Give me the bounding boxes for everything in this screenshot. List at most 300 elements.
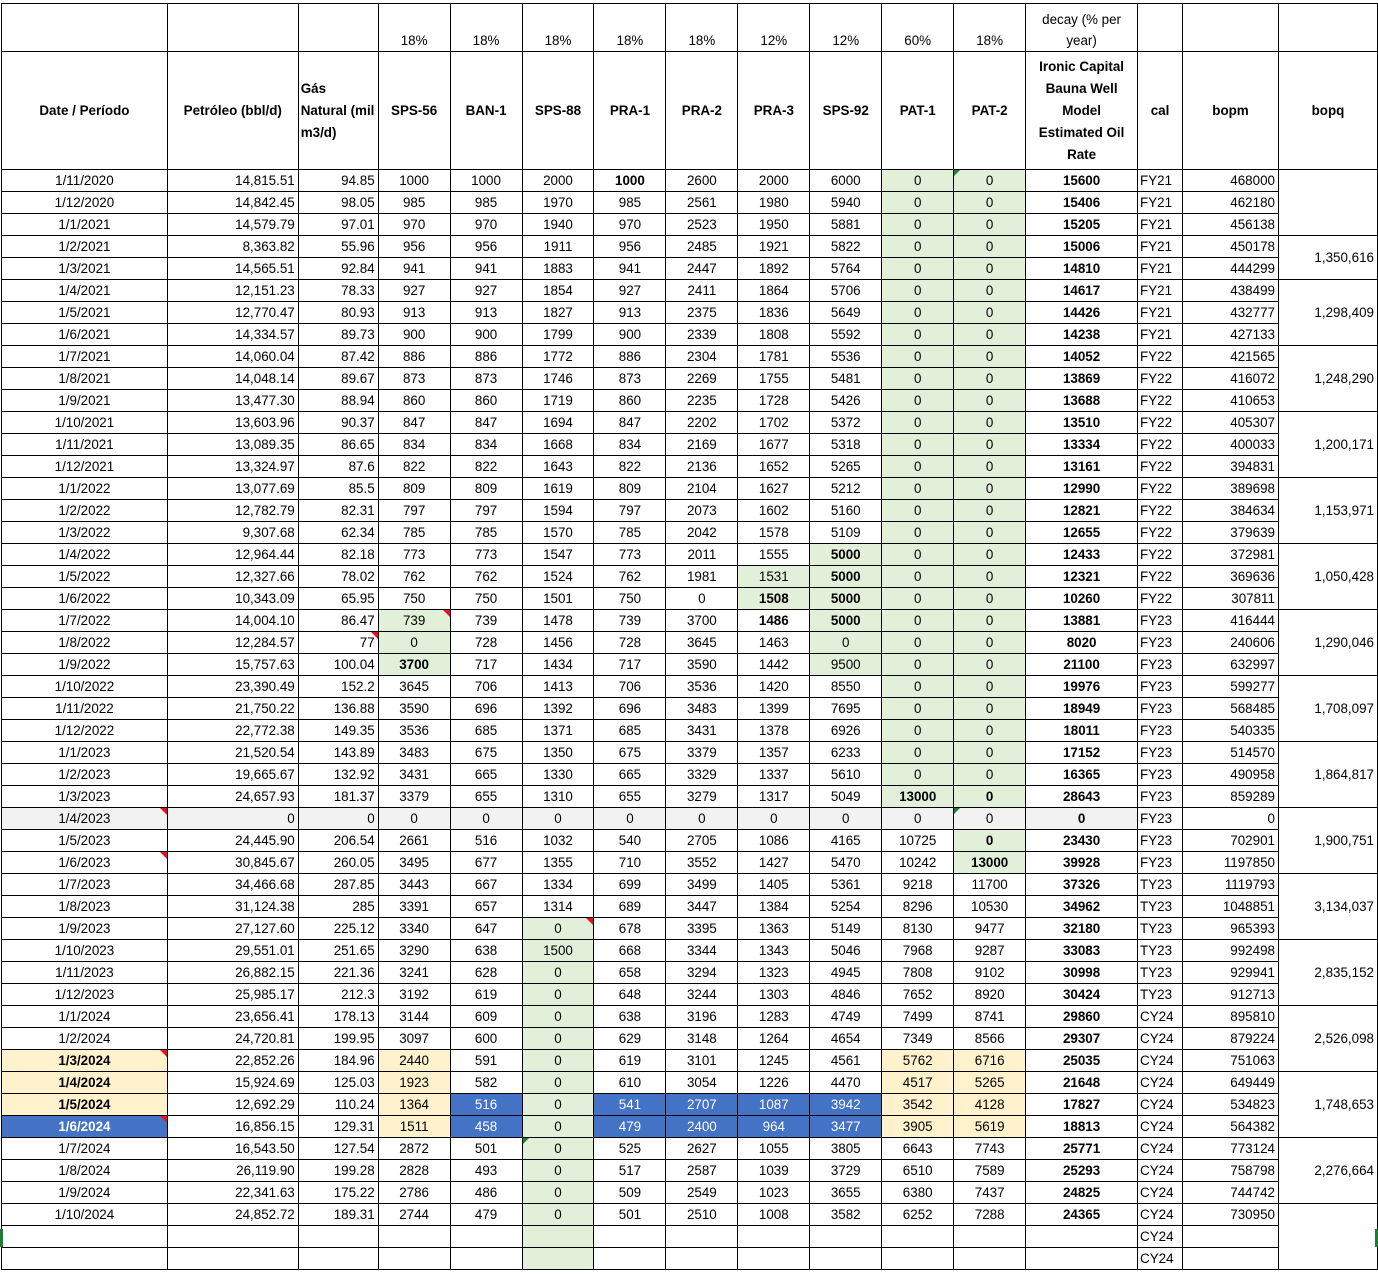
cell-cal[interactable]: FY23 xyxy=(1138,830,1183,852)
cell-sps-92[interactable]: 5160 xyxy=(810,500,882,522)
blank-cell[interactable] xyxy=(1183,4,1279,52)
cell-oil[interactable]: 15,924.69 xyxy=(167,1072,298,1094)
cell-gas[interactable]: 89.67 xyxy=(298,368,378,390)
cell-sps-92[interactable]: 3477 xyxy=(810,1116,882,1138)
cell-date[interactable]: 1/3/2021 xyxy=(2,258,168,280)
cell-pat-1[interactable]: 0 xyxy=(882,346,954,368)
cell-oil[interactable]: 30,845.67 xyxy=(167,852,298,874)
cell-cal[interactable]: TY23 xyxy=(1138,874,1183,896)
cell-ban-1[interactable]: 647 xyxy=(450,918,522,940)
cell-pat-1[interactable]: 0 xyxy=(882,720,954,742)
cell-estimated-oil-rate[interactable]: 29860 xyxy=(1026,1006,1138,1028)
cell-bopm[interactable]: 450178 xyxy=(1183,236,1279,258)
cell-sps-56[interactable]: 3431 xyxy=(378,764,450,786)
cell-sps-92[interactable]: 5149 xyxy=(810,918,882,940)
cell-oil[interactable]: 12,327.66 xyxy=(167,566,298,588)
cell-cal[interactable]: FY21 xyxy=(1138,302,1183,324)
cell-ban-1[interactable]: 762 xyxy=(450,566,522,588)
cell-sps-56[interactable]: 809 xyxy=(378,478,450,500)
cell-pra-2[interactable]: 2011 xyxy=(666,544,738,566)
cell-pat-1[interactable]: 8296 xyxy=(882,896,954,918)
cell-pra-3[interactable]: 1384 xyxy=(738,896,810,918)
cell-date[interactable]: 1/9/2024 xyxy=(2,1182,168,1204)
cell-cal[interactable]: FY22 xyxy=(1138,544,1183,566)
cell-sps-88[interactable]: 1746 xyxy=(522,368,594,390)
cell-pra-3[interactable]: 1781 xyxy=(738,346,810,368)
rate-cell-sps-88[interactable]: 18% xyxy=(522,4,594,52)
cell-pra-2[interactable]: 3329 xyxy=(666,764,738,786)
cell-pat-1[interactable]: 6380 xyxy=(882,1182,954,1204)
cell-sps-92[interactable]: 5049 xyxy=(810,786,882,808)
cell-bopm[interactable]: 432777 xyxy=(1183,302,1279,324)
cell-sps-92[interactable]: 5000 xyxy=(810,566,882,588)
cell-pra-1[interactable]: 665 xyxy=(594,764,666,786)
cell-cal[interactable]: FY22 xyxy=(1138,566,1183,588)
cell-cal[interactable]: FY23 xyxy=(1138,742,1183,764)
cell-cal[interactable]: FY23 xyxy=(1138,764,1183,786)
cell-pat-1[interactable]: 0 xyxy=(882,478,954,500)
cell-pra-3[interactable]: 1427 xyxy=(738,852,810,874)
cell-gas[interactable]: 85.5 xyxy=(298,478,378,500)
cell-estimated-oil-rate[interactable]: 17152 xyxy=(1026,742,1138,764)
cell-ban-1[interactable]: 582 xyxy=(450,1072,522,1094)
cell-bopm[interactable]: 307811 xyxy=(1183,588,1279,610)
cell-date[interactable]: 1/10/2023 xyxy=(2,940,168,962)
cell-ban-1[interactable]: 860 xyxy=(450,390,522,412)
cell-date[interactable]: 1/7/2021 xyxy=(2,346,168,368)
cell-date[interactable]: 1/5/2024 xyxy=(2,1094,168,1116)
cell-pra-2[interactable]: 2411 xyxy=(666,280,738,302)
cell-date[interactable]: 1/2/2022 xyxy=(2,500,168,522)
cell-sps-92[interactable]: 5372 xyxy=(810,412,882,434)
cell-pra-3[interactable]: 1602 xyxy=(738,500,810,522)
cell-sps-56[interactable]: 900 xyxy=(378,324,450,346)
cell-ban-1[interactable]: 675 xyxy=(450,742,522,764)
cell-oil[interactable]: 29,551.01 xyxy=(167,940,298,962)
cell-pat-2[interactable]: 6716 xyxy=(954,1050,1026,1072)
cell-gas[interactable]: 90.37 xyxy=(298,412,378,434)
cell-pra-2[interactable]: 1981 xyxy=(666,566,738,588)
cell-gas[interactable]: 206.54 xyxy=(298,830,378,852)
cell-estimated-oil-rate[interactable]: 33083 xyxy=(1026,940,1138,962)
cell-gas[interactable]: 86.47 xyxy=(298,610,378,632)
cell-gas[interactable]: 143.89 xyxy=(298,742,378,764)
cell-bopm[interactable]: 859289 xyxy=(1183,786,1279,808)
cell-bopm[interactable]: 400033 xyxy=(1183,434,1279,456)
cell-pat-2[interactable]: 0 xyxy=(954,522,1026,544)
cell-pra-3[interactable]: 1892 xyxy=(738,258,810,280)
cell-date[interactable]: 1/12/2021 xyxy=(2,456,168,478)
cell-bopm[interactable]: 421565 xyxy=(1183,346,1279,368)
cell-bopm[interactable]: 599277 xyxy=(1183,676,1279,698)
cell-pra-1[interactable]: 750 xyxy=(594,588,666,610)
cell-pat-2[interactable]: 0 xyxy=(954,258,1026,280)
cell-pra-2[interactable]: 2485 xyxy=(666,236,738,258)
cell-pat-2[interactable]: 9287 xyxy=(954,940,1026,962)
cell-pra-1[interactable]: 525 xyxy=(594,1138,666,1160)
cell-date[interactable]: 1/9/2021 xyxy=(2,390,168,412)
cell-date[interactable]: 1/12/2023 xyxy=(2,984,168,1006)
cell-sps-56[interactable]: 873 xyxy=(378,368,450,390)
cell-pra-2[interactable]: 3483 xyxy=(666,698,738,720)
cell-gas[interactable]: 88.94 xyxy=(298,390,378,412)
cell-cal[interactable]: FY23 xyxy=(1138,610,1183,632)
rate-cell-pat-2[interactable]: 18% xyxy=(954,4,1026,52)
cell-sps-92[interactable]: 5000 xyxy=(810,610,882,632)
cell-gas[interactable]: 175.22 xyxy=(298,1182,378,1204)
cell-pat-1[interactable] xyxy=(882,1248,954,1270)
cell-sps-56[interactable]: 773 xyxy=(378,544,450,566)
cell-sps-88[interactable]: 1854 xyxy=(522,280,594,302)
cell-bopm[interactable]: 389698 xyxy=(1183,478,1279,500)
cell-cal[interactable]: FY21 xyxy=(1138,258,1183,280)
cell-sps-88[interactable]: 0 xyxy=(522,962,594,984)
cell-pat-2[interactable]: 0 xyxy=(954,478,1026,500)
cell-pra-2[interactable]: 2339 xyxy=(666,324,738,346)
cell-oil[interactable]: 26,119.90 xyxy=(167,1160,298,1182)
cell-estimated-oil-rate[interactable]: 25771 xyxy=(1026,1138,1138,1160)
cell-pat-2[interactable]: 0 xyxy=(954,588,1026,610)
cell-pra-1[interactable]: 739 xyxy=(594,610,666,632)
cell-pra-2[interactable]: 2136 xyxy=(666,456,738,478)
cell-cal[interactable]: FY21 xyxy=(1138,214,1183,236)
cell-pra-1[interactable]: 706 xyxy=(594,676,666,698)
cell-sps-92[interactable]: 3655 xyxy=(810,1182,882,1204)
cell-oil[interactable]: 14,579.79 xyxy=(167,214,298,236)
header-sps-88[interactable]: SPS-88 xyxy=(522,52,594,170)
cell-ban-1[interactable]: 847 xyxy=(450,412,522,434)
rate-cell-sps-56[interactable]: 18% xyxy=(378,4,450,52)
cell-pat-1[interactable]: 10725 xyxy=(882,830,954,852)
cell-pra-2[interactable]: 3244 xyxy=(666,984,738,1006)
cell-pat-1[interactable]: 0 xyxy=(882,258,954,280)
cell-bopm[interactable]: 744742 xyxy=(1183,1182,1279,1204)
cell-cal[interactable]: CY24 xyxy=(1138,1116,1183,1138)
cell-sps-88[interactable]: 1799 xyxy=(522,324,594,346)
cell-ban-1[interactable]: 619 xyxy=(450,984,522,1006)
cell-bopq[interactable]: 2,835,152 xyxy=(1278,940,1377,1006)
cell-pra-2[interactable]: 2447 xyxy=(666,258,738,280)
cell-sps-88[interactable]: 1355 xyxy=(522,852,594,874)
cell-pat-2[interactable]: 0 xyxy=(954,654,1026,676)
cell-pra-2[interactable]: 0 xyxy=(666,808,738,830)
cell-pra-1[interactable]: 678 xyxy=(594,918,666,940)
cell-sps-92[interactable]: 5000 xyxy=(810,544,882,566)
cell-sps-56[interactable]: 0 xyxy=(378,808,450,830)
cell-cal[interactable]: CY24 xyxy=(1138,1006,1183,1028)
cell-pra-3[interactable]: 964 xyxy=(738,1116,810,1138)
cell-oil[interactable]: 21,750.22 xyxy=(167,698,298,720)
cell-pat-1[interactable]: 0 xyxy=(882,456,954,478)
cell-sps-56[interactable]: 860 xyxy=(378,390,450,412)
cell-oil[interactable]: 14,815.51 xyxy=(167,170,298,192)
cell-pra-2[interactable]: 3700 xyxy=(666,610,738,632)
cell-ban-1[interactable]: 638 xyxy=(450,940,522,962)
cell-pra-3[interactable]: 1950 xyxy=(738,214,810,236)
cell-bopq[interactable]: 1,748,653 xyxy=(1278,1072,1377,1138)
cell-date[interactable]: 1/5/2023 xyxy=(2,830,168,852)
cell-oil[interactable]: 31,124.38 xyxy=(167,896,298,918)
cell-ban-1[interactable]: 501 xyxy=(450,1138,522,1160)
cell-cal[interactable]: CY24 xyxy=(1138,1160,1183,1182)
cell-pat-2[interactable]: 0 xyxy=(954,830,1026,852)
cell-sps-56[interactable]: 797 xyxy=(378,500,450,522)
cell-pra-1[interactable]: 985 xyxy=(594,192,666,214)
cell-pra-3[interactable]: 1652 xyxy=(738,456,810,478)
cell-pra-1[interactable]: 822 xyxy=(594,456,666,478)
cell-pra-1[interactable]: 886 xyxy=(594,346,666,368)
cell-estimated-oil-rate[interactable]: 24825 xyxy=(1026,1182,1138,1204)
cell-gas[interactable]: 260.05 xyxy=(298,852,378,874)
cell-gas[interactable]: 78.02 xyxy=(298,566,378,588)
cell-bopq[interactable]: 1,290,046 xyxy=(1278,610,1377,676)
cell-date[interactable]: 1/2/2023 xyxy=(2,764,168,786)
cell-sps-88[interactable]: 1456 xyxy=(522,632,594,654)
cell-sps-92[interactable]: 5481 xyxy=(810,368,882,390)
cell-ban-1[interactable]: 696 xyxy=(450,698,522,720)
cell-ban-1[interactable]: 927 xyxy=(450,280,522,302)
cell-cal[interactable]: CY24 xyxy=(1138,1226,1183,1248)
cell-oil[interactable]: 14,842.45 xyxy=(167,192,298,214)
rate-cell-sps-92[interactable]: 12% xyxy=(810,4,882,52)
cell-cal[interactable]: TY23 xyxy=(1138,940,1183,962)
cell-estimated-oil-rate[interactable]: 13688 xyxy=(1026,390,1138,412)
cell-bopm[interactable]: 514570 xyxy=(1183,742,1279,764)
cell-pra-2[interactable]: 3344 xyxy=(666,940,738,962)
cell-date[interactable]: 1/4/2024 xyxy=(2,1072,168,1094)
cell-date[interactable]: 1/4/2022 xyxy=(2,544,168,566)
cell-bopq[interactable]: 1,900,751 xyxy=(1278,808,1377,874)
cell-sps-56[interactable]: 970 xyxy=(378,214,450,236)
cell-pra-3[interactable]: 1023 xyxy=(738,1182,810,1204)
cell-pra-2[interactable] xyxy=(666,1226,738,1248)
cell-pat-2[interactable]: 0 xyxy=(954,764,1026,786)
cell-sps-88[interactable]: 0 xyxy=(522,1116,594,1138)
cell-sps-92[interactable]: 9500 xyxy=(810,654,882,676)
cell-oil[interactable]: 23,656.41 xyxy=(167,1006,298,1028)
cell-cal[interactable]: CY24 xyxy=(1138,1248,1183,1270)
cell-sps-88[interactable]: 1434 xyxy=(522,654,594,676)
cell-sps-56[interactable]: 739 xyxy=(378,610,450,632)
cell-pra-2[interactable]: 3379 xyxy=(666,742,738,764)
cell-bopq[interactable]: 1,864,817 xyxy=(1278,742,1377,808)
cell-gas[interactable]: 178.13 xyxy=(298,1006,378,1028)
cell-date[interactable]: 1/10/2024 xyxy=(2,1204,168,1226)
cell-date[interactable]: 1/8/2021 xyxy=(2,368,168,390)
cell-estimated-oil-rate[interactable]: 12821 xyxy=(1026,500,1138,522)
cell-ban-1[interactable]: 609 xyxy=(450,1006,522,1028)
rate-cell-pra-2[interactable]: 18% xyxy=(666,4,738,52)
cell-gas[interactable]: 221.36 xyxy=(298,962,378,984)
cell-pra-3[interactable]: 1343 xyxy=(738,940,810,962)
cell-sps-56[interactable]: 985 xyxy=(378,192,450,214)
cell-pat-2[interactable]: 11700 xyxy=(954,874,1026,896)
cell-bopq[interactable]: 3,134,037 xyxy=(1278,874,1377,940)
cell-date[interactable]: 1/12/2022 xyxy=(2,720,168,742)
cell-sps-56[interactable]: 822 xyxy=(378,456,450,478)
cell-pat-2[interactable]: 0 xyxy=(954,214,1026,236)
cell-gas[interactable]: 110.24 xyxy=(298,1094,378,1116)
cell-pra-2[interactable]: 2549 xyxy=(666,1182,738,1204)
cell-date[interactable]: 1/9/2022 xyxy=(2,654,168,676)
cell-gas[interactable]: 82.18 xyxy=(298,544,378,566)
cell-oil[interactable]: 26,882.15 xyxy=(167,962,298,984)
cell-pat-2[interactable]: 7589 xyxy=(954,1160,1026,1182)
cell-ban-1[interactable]: 655 xyxy=(450,786,522,808)
cell-pra-3[interactable]: 1039 xyxy=(738,1160,810,1182)
cell-gas[interactable]: 251.65 xyxy=(298,940,378,962)
cell-sps-92[interactable]: 5470 xyxy=(810,852,882,874)
cell-pra-1[interactable]: 540 xyxy=(594,830,666,852)
cell-pra-3[interactable]: 1728 xyxy=(738,390,810,412)
cell-sps-88[interactable]: 0 xyxy=(522,984,594,1006)
cell-sps-92[interactable]: 5046 xyxy=(810,940,882,962)
cell-estimated-oil-rate[interactable]: 21100 xyxy=(1026,654,1138,676)
cell-bopm[interactable]: 416444 xyxy=(1183,610,1279,632)
cell-oil[interactable]: 22,341.63 xyxy=(167,1182,298,1204)
cell-pra-1[interactable]: 717 xyxy=(594,654,666,676)
cell-date[interactable]: 1/3/2022 xyxy=(2,522,168,544)
cell-pra-3[interactable]: 1677 xyxy=(738,434,810,456)
cell-date[interactable] xyxy=(2,1226,168,1248)
rate-cell-ban-1[interactable]: 18% xyxy=(450,4,522,52)
cell-gas[interactable]: 97.01 xyxy=(298,214,378,236)
cell-pra-1[interactable]: 956 xyxy=(594,236,666,258)
cell-ban-1[interactable]: 941 xyxy=(450,258,522,280)
cell-gas[interactable]: 181.37 xyxy=(298,786,378,808)
cell-sps-56[interactable]: 3536 xyxy=(378,720,450,742)
cell-sps-92[interactable]: 4945 xyxy=(810,962,882,984)
cell-cal[interactable]: TY23 xyxy=(1138,984,1183,1006)
cell-pat-2[interactable]: 0 xyxy=(954,280,1026,302)
cell-estimated-oil-rate[interactable]: 13869 xyxy=(1026,368,1138,390)
cell-pat-2[interactable]: 0 xyxy=(954,302,1026,324)
cell-oil[interactable]: 14,565.51 xyxy=(167,258,298,280)
cell-cal[interactable]: TY23 xyxy=(1138,918,1183,940)
cell-estimated-oil-rate[interactable]: 13334 xyxy=(1026,434,1138,456)
cell-pra-2[interactable]: 2104 xyxy=(666,478,738,500)
cell-oil[interactable]: 34,466.68 xyxy=(167,874,298,896)
cell-pat-2[interactable]: 0 xyxy=(954,610,1026,632)
cell-pat-2[interactable]: 0 xyxy=(954,390,1026,412)
cell-pra-2[interactable]: 2400 xyxy=(666,1116,738,1138)
cell-date[interactable]: 1/2/2021 xyxy=(2,236,168,258)
cell-date[interactable]: 1/9/2023 xyxy=(2,918,168,940)
cell-sps-56[interactable]: 2786 xyxy=(378,1182,450,1204)
cell-gas[interactable]: 125.03 xyxy=(298,1072,378,1094)
cell-estimated-oil-rate[interactable]: 25293 xyxy=(1026,1160,1138,1182)
cell-sps-88[interactable]: 1827 xyxy=(522,302,594,324)
cell-sps-88[interactable]: 1940 xyxy=(522,214,594,236)
cell-sps-56[interactable]: 2744 xyxy=(378,1204,450,1226)
cell-estimated-oil-rate[interactable]: 15205 xyxy=(1026,214,1138,236)
cell-estimated-oil-rate[interactable]: 14426 xyxy=(1026,302,1138,324)
cell-sps-92[interactable]: 6000 xyxy=(810,170,882,192)
cell-date[interactable]: 1/6/2022 xyxy=(2,588,168,610)
cell-gas[interactable]: 77 xyxy=(298,632,378,654)
cell-oil[interactable]: 16,856.15 xyxy=(167,1116,298,1138)
cell-ban-1[interactable]: 886 xyxy=(450,346,522,368)
cell-pra-1[interactable]: 913 xyxy=(594,302,666,324)
cell-ban-1[interactable]: 797 xyxy=(450,500,522,522)
cell-ban-1[interactable]: 956 xyxy=(450,236,522,258)
cell-pat-1[interactable]: 5762 xyxy=(882,1050,954,1072)
cell-pra-2[interactable]: 2707 xyxy=(666,1094,738,1116)
cell-pat-2[interactable]: 7437 xyxy=(954,1182,1026,1204)
cell-sps-92[interactable]: 5212 xyxy=(810,478,882,500)
cell-ban-1[interactable]: 1000 xyxy=(450,170,522,192)
cell-estimated-oil-rate[interactable]: 14238 xyxy=(1026,324,1138,346)
cell-pra-1[interactable]: 710 xyxy=(594,852,666,874)
cell-pra-3[interactable]: 1087 xyxy=(738,1094,810,1116)
cell-pat-2[interactable]: 5619 xyxy=(954,1116,1026,1138)
header-date[interactable]: Date / Período xyxy=(2,52,168,170)
cell-ban-1[interactable]: 834 xyxy=(450,434,522,456)
header-estimated-oil-rate[interactable]: Ironic Capital Bauna Well Model Estimated Oil Rate xyxy=(1026,52,1138,170)
cell-estimated-oil-rate[interactable]: 30424 xyxy=(1026,984,1138,1006)
cell-cal[interactable]: CY24 xyxy=(1138,1204,1183,1226)
cell-date[interactable]: 1/11/2023 xyxy=(2,962,168,984)
cell-pra-3[interactable]: 2000 xyxy=(738,170,810,192)
cell-bopm[interactable]: 773124 xyxy=(1183,1138,1279,1160)
cell-pra-1[interactable]: 785 xyxy=(594,522,666,544)
cell-sps-88[interactable]: 0 xyxy=(522,1160,594,1182)
cell-sps-56[interactable]: 2440 xyxy=(378,1050,450,1072)
cell-pra-1[interactable]: 941 xyxy=(594,258,666,280)
cell-pat-1[interactable]: 0 xyxy=(882,566,954,588)
cell-gas[interactable]: 94.85 xyxy=(298,170,378,192)
cell-pra-3[interactable] xyxy=(738,1248,810,1270)
cell-pat-1[interactable]: 0 xyxy=(882,214,954,236)
cell-oil[interactable]: 22,852.26 xyxy=(167,1050,298,1072)
cell-gas[interactable] xyxy=(298,1248,378,1270)
cell-bopm[interactable]: 965393 xyxy=(1183,918,1279,940)
cell-gas[interactable]: 199.95 xyxy=(298,1028,378,1050)
cell-sps-88[interactable]: 1547 xyxy=(522,544,594,566)
cell-oil[interactable]: 13,089.35 xyxy=(167,434,298,456)
cell-pat-1[interactable]: 8130 xyxy=(882,918,954,940)
cell-pra-3[interactable]: 1086 xyxy=(738,830,810,852)
cell-sps-56[interactable]: 927 xyxy=(378,280,450,302)
cell-pat-1[interactable]: 0 xyxy=(882,412,954,434)
cell-sps-92[interactable]: 3729 xyxy=(810,1160,882,1182)
cell-pra-3[interactable]: 1864 xyxy=(738,280,810,302)
rate-cell-pat-1[interactable]: 60% xyxy=(882,4,954,52)
cell-pra-3[interactable]: 1627 xyxy=(738,478,810,500)
cell-oil[interactable]: 10,343.09 xyxy=(167,588,298,610)
cell-estimated-oil-rate[interactable]: 12321 xyxy=(1026,566,1138,588)
cell-sps-92[interactable]: 5610 xyxy=(810,764,882,786)
cell-cal[interactable]: FY22 xyxy=(1138,588,1183,610)
cell-pra-2[interactable]: 2169 xyxy=(666,434,738,456)
cell-pat-2[interactable]: 0 xyxy=(954,808,1026,830)
cell-date[interactable] xyxy=(2,1248,168,1270)
cell-gas[interactable]: 199.28 xyxy=(298,1160,378,1182)
cell-oil[interactable]: 12,151.23 xyxy=(167,280,298,302)
cell-estimated-oil-rate[interactable]: 34962 xyxy=(1026,896,1138,918)
cell-sps-88[interactable]: 1619 xyxy=(522,478,594,500)
cell-pra-3[interactable]: 1303 xyxy=(738,984,810,1006)
cell-bopm[interactable]: 1048851 xyxy=(1183,896,1279,918)
cell-bopq[interactable]: 1,248,290 xyxy=(1278,346,1377,412)
cell-bopm[interactable]: 929941 xyxy=(1183,962,1279,984)
cell-sps-88[interactable]: 1032 xyxy=(522,830,594,852)
cell-cal[interactable]: FY22 xyxy=(1138,390,1183,412)
cell-sps-56[interactable]: 847 xyxy=(378,412,450,434)
cell-ban-1[interactable]: 822 xyxy=(450,456,522,478)
cell-pra-2[interactable] xyxy=(666,1248,738,1270)
cell-pat-2[interactable]: 0 xyxy=(954,368,1026,390)
